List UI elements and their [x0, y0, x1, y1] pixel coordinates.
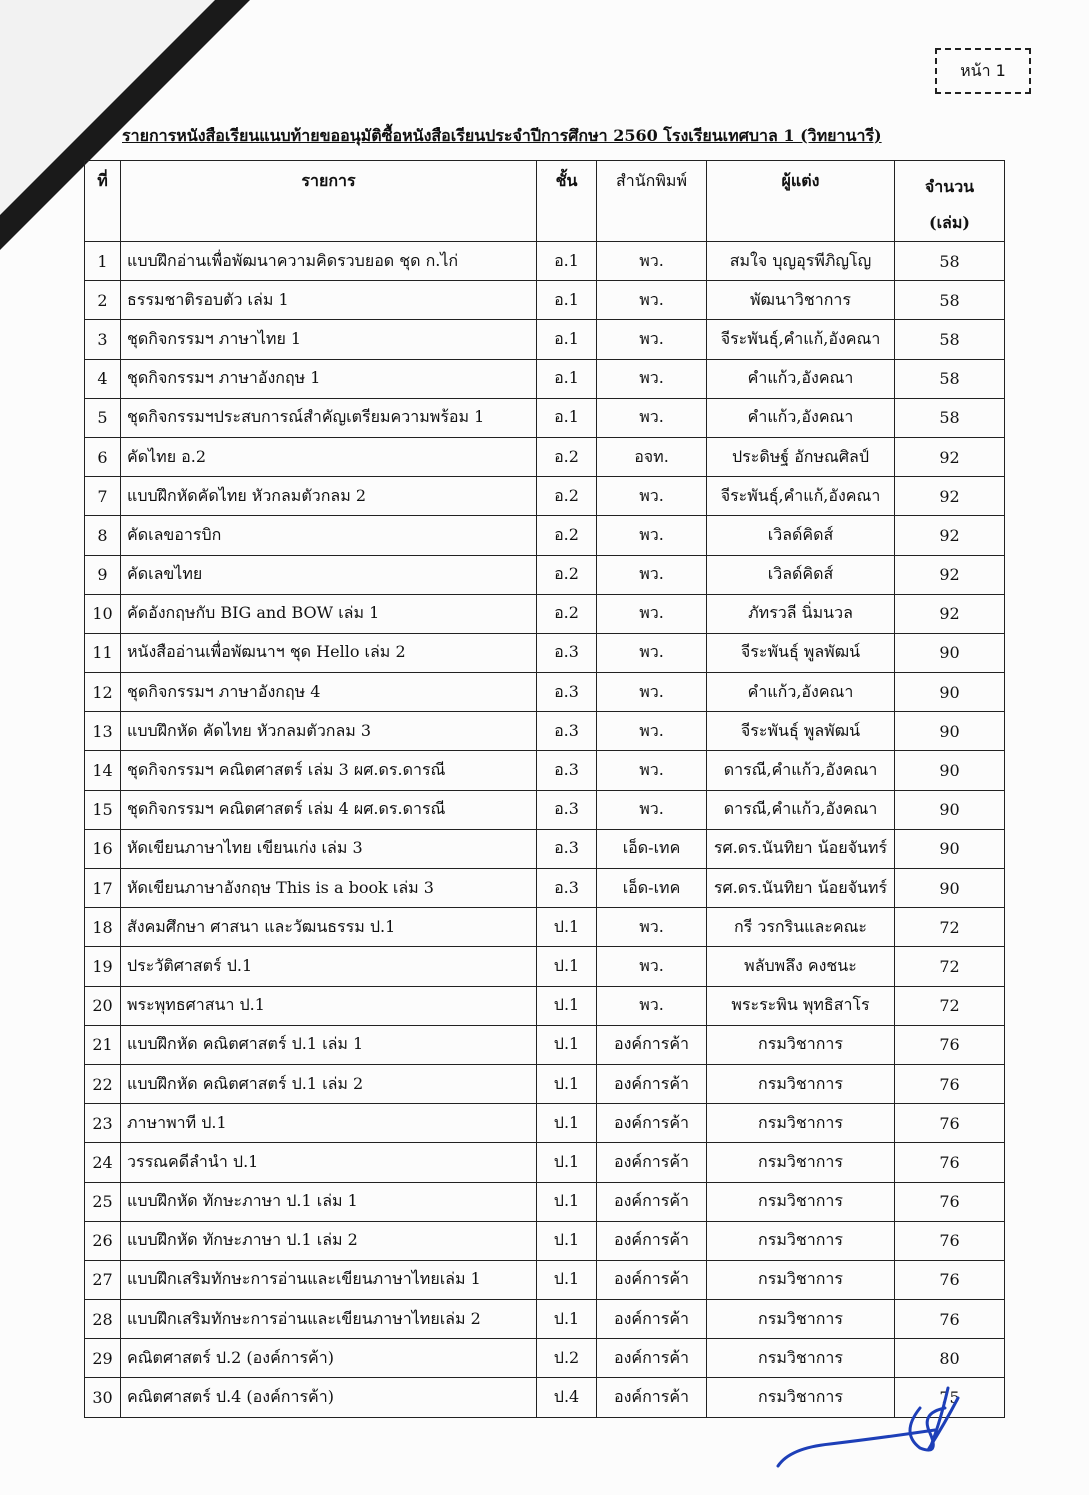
cell-no: 13 [85, 712, 121, 751]
cell-author: ดารณี,คำแก้ว,อังคณา [707, 790, 895, 829]
cell-publisher: พว. [597, 633, 707, 672]
cell-title: คัดเลขอารบิก [121, 516, 537, 555]
cell-title: คัดเลขไทย [121, 555, 537, 594]
table-row [85, 1064, 1005, 1103]
table-row [85, 673, 1005, 712]
table-row [85, 1025, 1005, 1064]
cell-title: ชุดกิจกรรมฯประสบการณ์สำคัญเตรียมความพร้อม 1 [121, 398, 537, 437]
cell-count: 92 [895, 516, 1005, 555]
cell-grade: อ.1 [537, 281, 597, 320]
cell-author: คำแก้ว,อังคณา [707, 673, 895, 712]
cell-title: แบบฝึกหัด คณิตศาสตร์ ป.1 เล่ม 1 [121, 1025, 537, 1064]
cell-no: 10 [85, 594, 121, 633]
table-row [85, 947, 1005, 986]
cell-no: 12 [85, 673, 121, 712]
cell-title: หนังสืออ่านเพื่อพัฒนาฯ ชุด Hello เล่ม 2 [121, 633, 537, 672]
cell-no: 18 [85, 908, 121, 947]
table-row [85, 790, 1005, 829]
cell-author: เวิลด์คิดส์ [707, 555, 895, 594]
table-row [85, 555, 1005, 594]
cell-author: คำแก้ว,อังคณา [707, 398, 895, 437]
table-row [85, 281, 1005, 320]
cell-no: 16 [85, 829, 121, 868]
cell-title: พระพุทธศาสนา ป.1 [121, 986, 537, 1025]
cell-no: 19 [85, 947, 121, 986]
cell-author: กรมวิชาการ [707, 1221, 895, 1260]
cell-count: 76 [895, 1221, 1005, 1260]
cell-publisher: องค์การค้า [597, 1025, 707, 1064]
cell-title: คณิตศาสตร์ ป.2 (องค์การค้า) [121, 1339, 537, 1378]
cell-publisher: พว. [597, 281, 707, 320]
cell-grade: ป.4 [537, 1378, 597, 1417]
cell-grade: ป.1 [537, 1064, 597, 1103]
cell-author: กรมวิชาการ [707, 1143, 895, 1182]
header-author: ผู้แต่ง [707, 161, 895, 242]
cell-no: 27 [85, 1260, 121, 1299]
cell-grade: อ.2 [537, 477, 597, 516]
cell-grade: อ.3 [537, 751, 597, 790]
cell-publisher: องค์การค้า [597, 1260, 707, 1299]
cell-grade: อ.2 [537, 437, 597, 476]
cell-author: เวิลด์คิดส์ [707, 516, 895, 555]
cell-publisher: เอ็ด-เทค [597, 869, 707, 908]
table-row [85, 594, 1005, 633]
cell-publisher: องค์การค้า [597, 1104, 707, 1143]
cell-author: กรี วรกรินและคณะ [707, 908, 895, 947]
cell-author: กรมวิชาการ [707, 1260, 895, 1299]
cell-publisher: องค์การค้า [597, 1221, 707, 1260]
cell-author: ประดิษฐ์ อักษณศิลป์ [707, 437, 895, 476]
cell-author: จีระพันธุ์,คำแก้,อังคณา [707, 320, 895, 359]
table-row [85, 712, 1005, 751]
cell-publisher: พว. [597, 751, 707, 790]
cell-title: แบบฝึกหัด ทักษะภาษา ป.1 เล่ม 2 [121, 1221, 537, 1260]
cell-title: แบบฝึกเสริมทักษะการอ่านและเขียนภาษาไทยเล่ม 2 [121, 1300, 537, 1339]
cell-no: 26 [85, 1221, 121, 1260]
cell-title: แบบฝึกหัดคัดไทย หัวกลมตัวกลม 2 [121, 477, 537, 516]
table-row [85, 869, 1005, 908]
cell-no: 24 [85, 1143, 121, 1182]
cell-publisher: พว. [597, 594, 707, 633]
cell-title: คณิตศาสตร์ ป.4 (องค์การค้า) [121, 1378, 537, 1417]
cell-no: 5 [85, 398, 121, 437]
cell-no: 14 [85, 751, 121, 790]
cell-title: แบบฝึกหัด คัดไทย หัวกลมตัวกลม 3 [121, 712, 537, 751]
cell-author: กรมวิชาการ [707, 1025, 895, 1064]
cell-title: วรรณคดีลำนำ ป.1 [121, 1143, 537, 1182]
cell-title: คัดอังกฤษกับ BIG and BOW เล่ม 1 [121, 594, 537, 633]
table-row [85, 1339, 1005, 1378]
cell-title: คัดไทย อ.2 [121, 437, 537, 476]
table-row [85, 1300, 1005, 1339]
cell-publisher: องค์การค้า [597, 1143, 707, 1182]
cell-publisher: พว. [597, 242, 707, 281]
cell-no: 1 [85, 242, 121, 281]
cell-grade: อ.2 [537, 516, 597, 555]
cell-grade: อ.1 [537, 359, 597, 398]
cell-author: กรมวิชาการ [707, 1339, 895, 1378]
cell-grade: ป.1 [537, 1025, 597, 1064]
cell-publisher: องค์การค้า [597, 1339, 707, 1378]
cell-count: 92 [895, 477, 1005, 516]
cell-grade: อ.1 [537, 398, 597, 437]
header-title: รายการ [121, 161, 537, 242]
table-row [85, 751, 1005, 790]
cell-count: 58 [895, 242, 1005, 281]
cell-publisher: อจท. [597, 437, 707, 476]
cell-count: 76 [895, 1143, 1005, 1182]
cell-count: 76 [895, 1104, 1005, 1143]
cell-count: 75 [895, 1378, 1005, 1417]
header-no: ที่ [85, 161, 121, 242]
cell-title: ชุดกิจกรรมฯ ภาษาไทย 1 [121, 320, 537, 359]
signature-mark [770, 1378, 990, 1483]
table-row [85, 516, 1005, 555]
cell-no: 6 [85, 437, 121, 476]
cell-title: ภาษาพาที ป.1 [121, 1104, 537, 1143]
cell-title: แบบฝึกเสริมทักษะการอ่านและเขียนภาษาไทยเล่ม 1 [121, 1260, 537, 1299]
table-row [85, 242, 1005, 281]
table-row [85, 908, 1005, 947]
cell-publisher: พว. [597, 908, 707, 947]
cell-count: 58 [895, 359, 1005, 398]
table-row [85, 1221, 1005, 1260]
table-row [85, 477, 1005, 516]
cell-count: 90 [895, 712, 1005, 751]
table-row [85, 633, 1005, 672]
cell-grade: ป.1 [537, 1221, 597, 1260]
table-row [85, 437, 1005, 476]
header-publisher: สำนักพิมพ์ [597, 161, 707, 242]
cell-title: ธรรมชาติรอบตัว เล่ม 1 [121, 281, 537, 320]
cell-publisher: องค์การค้า [597, 1182, 707, 1221]
cell-grade: ป.1 [537, 1300, 597, 1339]
cell-no: 25 [85, 1182, 121, 1221]
cell-count: 92 [895, 594, 1005, 633]
cell-author: ภัทรวลี นิ่มนวล [707, 594, 895, 633]
cell-no: 8 [85, 516, 121, 555]
cell-publisher: พว. [597, 790, 707, 829]
cell-no: 17 [85, 869, 121, 908]
cell-title: แบบฝึกหัด คณิตศาสตร์ ป.1 เล่ม 2 [121, 1064, 537, 1103]
cell-grade: ป.1 [537, 1143, 597, 1182]
cell-publisher: พว. [597, 359, 707, 398]
header-count-line1: จำนวน [924, 177, 975, 196]
page-number-box [935, 48, 1031, 94]
cell-count: 58 [895, 320, 1005, 359]
cell-grade: อ.2 [537, 555, 597, 594]
cell-grade: อ.2 [537, 594, 597, 633]
cell-author: พัฒนาวิชาการ [707, 281, 895, 320]
cell-author: พลับพลึง คงชนะ [707, 947, 895, 986]
cell-count: 90 [895, 751, 1005, 790]
cell-title: ชุดกิจกรรมฯ คณิตศาสตร์ เล่ม 4 ผศ.ดร.ดารณี [121, 790, 537, 829]
cell-publisher: พว. [597, 398, 707, 437]
table-body [85, 242, 1005, 1418]
cell-grade: ป.1 [537, 1104, 597, 1143]
table-row [85, 1104, 1005, 1143]
cell-author: สมใจ บุญอุรพีภิญโญ [707, 242, 895, 281]
header-count-line2: (เล่ม) [929, 213, 970, 232]
cell-count: 76 [895, 1182, 1005, 1221]
cell-no: 7 [85, 477, 121, 516]
cell-no: 3 [85, 320, 121, 359]
cell-publisher: เอ็ด-เทค [597, 829, 707, 868]
cell-author: กรมวิชาการ [707, 1182, 895, 1221]
cell-no: 4 [85, 359, 121, 398]
cell-count: 90 [895, 790, 1005, 829]
cell-no: 22 [85, 1064, 121, 1103]
cell-count: 90 [895, 869, 1005, 908]
cell-count: 92 [895, 437, 1005, 476]
cell-title: ชุดกิจกรรมฯ ภาษาอังกฤษ 1 [121, 359, 537, 398]
cell-title: สังคมศึกษา ศาสนา และวัฒนธรรม ป.1 [121, 908, 537, 947]
cell-publisher: พว. [597, 477, 707, 516]
cell-author: จีระพันธุ์ พูลพัฒน์ [707, 633, 895, 672]
cell-publisher: พว. [597, 947, 707, 986]
cell-no: 29 [85, 1339, 121, 1378]
table-row [85, 986, 1005, 1025]
cell-author: คำแก้ว,อังคณา [707, 359, 895, 398]
header-count [895, 161, 1005, 242]
cell-count: 90 [895, 829, 1005, 868]
cell-author: พระระพิน พุทธิสาโร [707, 986, 895, 1025]
cell-title: หัดเขียนภาษาอังกฤษ This is a book เล่ม 3 [121, 869, 537, 908]
page-number-label: หน้า 1 [960, 60, 1006, 80]
cell-count: 90 [895, 673, 1005, 712]
cell-count: 72 [895, 947, 1005, 986]
cell-publisher: พว. [597, 986, 707, 1025]
cell-count: 90 [895, 633, 1005, 672]
cell-publisher: องค์การค้า [597, 1064, 707, 1103]
cell-grade: ป.1 [537, 1260, 597, 1299]
cell-grade: ป.1 [537, 986, 597, 1025]
table-row [85, 1143, 1005, 1182]
cell-author: กรมวิชาการ [707, 1104, 895, 1143]
cell-author: รศ.ดร.นันทิยา น้อยจันทร์ [707, 829, 895, 868]
cell-author: กรมวิชาการ [707, 1064, 895, 1103]
cell-count: 76 [895, 1064, 1005, 1103]
cell-title: แบบฝึกหัด ทักษะภาษา ป.1 เล่ม 1 [121, 1182, 537, 1221]
cell-grade: อ.1 [537, 320, 597, 359]
cell-no: 20 [85, 986, 121, 1025]
cell-grade: อ.3 [537, 633, 597, 672]
cell-count: 76 [895, 1260, 1005, 1299]
cell-author: รศ.ดร.นันทิยา น้อยจันทร์ [707, 869, 895, 908]
cell-no: 15 [85, 790, 121, 829]
cell-grade: อ.3 [537, 712, 597, 751]
table-row [85, 1260, 1005, 1299]
cell-grade: ป.1 [537, 947, 597, 986]
cell-publisher: องค์การค้า [597, 1300, 707, 1339]
book-list-table [84, 160, 1005, 1418]
cell-title: ชุดกิจกรรมฯ ภาษาอังกฤษ 4 [121, 673, 537, 712]
table-row [85, 359, 1005, 398]
cell-author: กรมวิชาการ [707, 1300, 895, 1339]
document-title: รายการหนังสือเรียนแนบท้ายขออนุมัติซื้อหนังสือเรียนประจำปีการศึกษา 2560 โรงเรียนเทศบาล 1 (วิทยานารี) [122, 126, 882, 145]
cell-no: 23 [85, 1104, 121, 1143]
cell-count: 72 [895, 908, 1005, 947]
cell-no: 11 [85, 633, 121, 672]
cell-no: 9 [85, 555, 121, 594]
cell-no: 2 [85, 281, 121, 320]
cell-publisher: พว. [597, 516, 707, 555]
cell-title: ชุดกิจกรรมฯ คณิตศาสตร์ เล่ม 3 ผศ.ดร.ดารณี [121, 751, 537, 790]
cell-no: 21 [85, 1025, 121, 1064]
cell-count: 92 [895, 555, 1005, 594]
cell-title: ประวัติศาสตร์ ป.1 [121, 947, 537, 986]
header-grade: ชั้น [537, 161, 597, 242]
cell-publisher: พว. [597, 712, 707, 751]
cell-publisher: องค์การค้า [597, 1378, 707, 1417]
cell-publisher: พว. [597, 673, 707, 712]
cell-grade: อ.3 [537, 829, 597, 868]
cell-count: 76 [895, 1300, 1005, 1339]
cell-count: 76 [895, 1025, 1005, 1064]
cell-publisher: พว. [597, 555, 707, 594]
table-header-row [85, 161, 1005, 242]
cell-count: 80 [895, 1339, 1005, 1378]
table-row [85, 398, 1005, 437]
cell-author: กรมวิชาการ [707, 1378, 895, 1417]
cell-count: 58 [895, 398, 1005, 437]
cell-grade: ป.1 [537, 1182, 597, 1221]
cell-count: 58 [895, 281, 1005, 320]
cell-no: 30 [85, 1378, 121, 1417]
table-row [85, 1182, 1005, 1221]
cell-count: 72 [895, 986, 1005, 1025]
cell-grade: ป.2 [537, 1339, 597, 1378]
cell-publisher: พว. [597, 320, 707, 359]
table-row [85, 320, 1005, 359]
cell-title: หัดเขียนภาษาไทย เขียนเก่ง เล่ม 3 [121, 829, 537, 868]
cell-grade: อ.1 [537, 242, 597, 281]
cell-grade: อ.3 [537, 673, 597, 712]
cell-title: แบบฝึกอ่านเพื่อพัฒนาความคิดรวบยอด ชุด ก.ไก่ [121, 242, 537, 281]
cell-author: จีระพันธุ์ พูลพัฒน์ [707, 712, 895, 751]
cell-grade: อ.3 [537, 790, 597, 829]
cell-grade: อ.3 [537, 869, 597, 908]
table-row [85, 829, 1005, 868]
cell-no: 28 [85, 1300, 121, 1339]
cell-author: ดารณี,คำแก้ว,อังคณา [707, 751, 895, 790]
cell-grade: ป.1 [537, 908, 597, 947]
cell-author: จีระพันธุ์,คำแก้,อังคณา [707, 477, 895, 516]
